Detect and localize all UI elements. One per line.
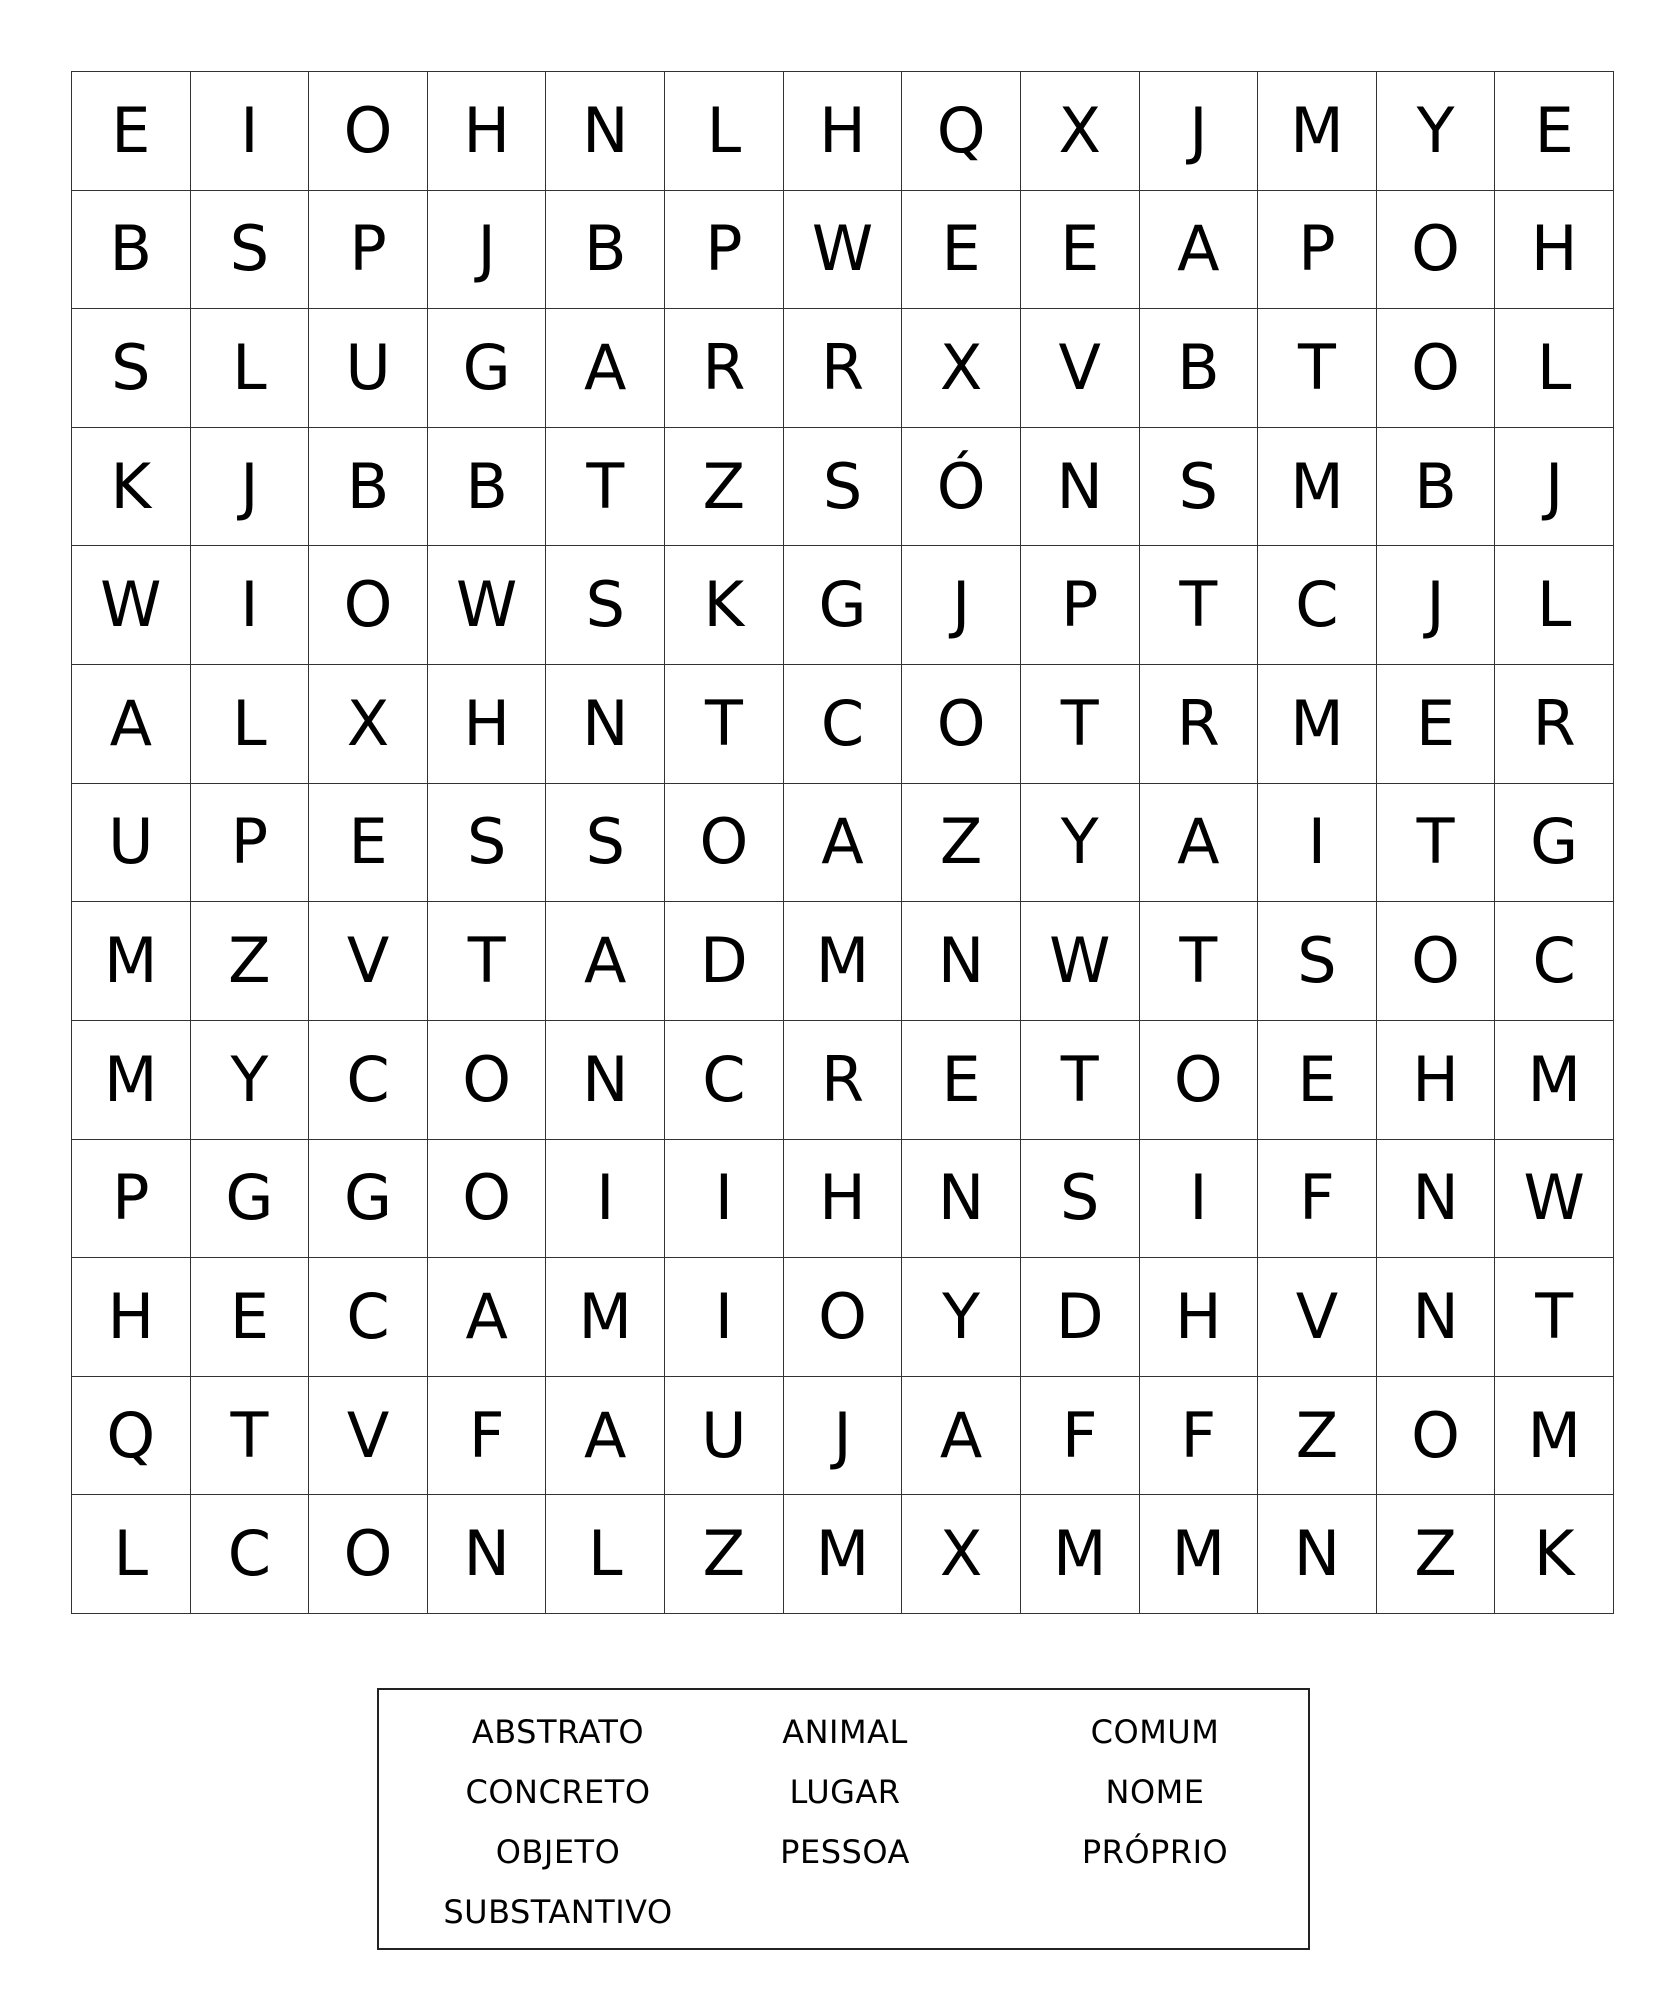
grid-cell: I [191,72,310,191]
grid-cell: P [665,191,784,310]
grid-cell: R [1140,665,1259,784]
grid-cell: W [72,546,191,665]
grid-cell: A [1140,784,1259,903]
grid-cell: X [1021,72,1140,191]
grid-cell: H [1140,1258,1259,1377]
grid-cell: O [309,1495,428,1614]
grid-cell: U [309,309,428,428]
grid-cell: K [1495,1495,1614,1614]
grid-cell: Y [1377,72,1496,191]
grid-cell: A [546,902,665,1021]
grid-cell: B [1140,309,1259,428]
grid-cell: X [309,665,428,784]
grid-cell: F [1021,1377,1140,1496]
grid-cell: W [1495,1140,1614,1259]
grid-cell: P [1021,546,1140,665]
grid-cell: T [1377,784,1496,903]
grid-cell: L [191,309,310,428]
grid-cell: R [784,309,903,428]
grid-cell: X [902,1495,1021,1614]
grid-cell: G [1495,784,1614,903]
grid-cell: B [428,428,547,547]
grid-cell: V [1258,1258,1377,1377]
grid-cell: T [1021,1021,1140,1140]
grid-cell: Y [191,1021,310,1140]
grid-cell: S [546,784,665,903]
word-bank-item: SUBSTANTIVO [443,1893,673,1931]
grid-cell: J [428,191,547,310]
grid-cell: S [784,428,903,547]
grid-cell: Z [1258,1377,1377,1496]
grid-cell: L [546,1495,665,1614]
word-bank [377,1688,1310,1950]
grid-cell: I [546,1140,665,1259]
word-bank-item: PRÓPRIO [1081,1833,1229,1871]
grid-cell: U [665,1377,784,1496]
grid-cell: Z [665,428,784,547]
grid-cell: M [72,1021,191,1140]
grid-cell: O [1377,191,1496,310]
grid-cell: Z [665,1495,784,1614]
grid-cell: I [665,1140,784,1259]
grid-cell: A [784,784,903,903]
grid-cell: W [428,546,547,665]
grid-cell: E [1258,1021,1377,1140]
grid-cell: N [546,665,665,784]
grid-cell: N [1377,1140,1496,1259]
grid-cell: G [428,309,547,428]
grid-cell: F [428,1377,547,1496]
grid-cell: P [72,1140,191,1259]
grid-cell: S [546,546,665,665]
grid-cell: N [428,1495,547,1614]
word-bank-item: PESSOA [780,1833,910,1871]
grid-cell: Ó [902,428,1021,547]
grid-cell: V [309,1377,428,1496]
grid-cell: H [1377,1021,1496,1140]
grid-cell: S [72,309,191,428]
grid-cell: H [428,665,547,784]
grid-cell: N [1258,1495,1377,1614]
grid-cell: T [1258,309,1377,428]
grid-cell: C [309,1258,428,1377]
grid-cell: Z [902,784,1021,903]
grid-cell: J [1377,546,1496,665]
grid-cell: Y [902,1258,1021,1377]
word-bank-item: CONCRETO [465,1773,651,1811]
word-bank-item: OBJETO [495,1833,621,1871]
grid-cell: M [1495,1377,1614,1496]
grid-cell: T [1495,1258,1614,1377]
grid-cell: T [428,902,547,1021]
grid-cell: L [1495,309,1614,428]
grid-cell: R [665,309,784,428]
grid-cell: H [784,72,903,191]
grid-cell: P [1258,191,1377,310]
grid-cell: Z [191,902,310,1021]
grid-cell: C [784,665,903,784]
grid-cell: C [191,1495,310,1614]
word-bank-item: NOME [1105,1773,1205,1811]
grid-cell: J [902,546,1021,665]
grid-cell: E [902,1021,1021,1140]
grid-cell: H [784,1140,903,1259]
grid-cell: E [902,191,1021,310]
grid-cell: O [428,1140,547,1259]
grid-cell: D [665,902,784,1021]
grid-cell: S [1021,1140,1140,1259]
grid-cell: M [784,902,903,1021]
grid-cell: V [1021,309,1140,428]
grid-cell: B [309,428,428,547]
grid-cell: L [191,665,310,784]
grid-cell: W [1021,902,1140,1021]
grid-cell: G [191,1140,310,1259]
grid-cell: W [784,191,903,310]
grid-cell: J [784,1377,903,1496]
grid-cell: A [428,1258,547,1377]
grid-cell: O [428,1021,547,1140]
grid-cell: L [72,1495,191,1614]
grid-cell: O [1140,1021,1259,1140]
word-bank-item: ANIMAL [782,1713,908,1751]
grid-cell: I [665,1258,784,1377]
grid-cell: A [1140,191,1259,310]
grid-cell: H [72,1258,191,1377]
grid-cell: B [1377,428,1496,547]
grid-cell: H [428,72,547,191]
grid-cell: E [309,784,428,903]
grid-cell: O [1377,309,1496,428]
grid-cell: H [1495,191,1614,310]
grid-cell: Z [1377,1495,1496,1614]
grid-cell: E [1021,191,1140,310]
grid-cell: C [665,1021,784,1140]
grid-cell: N [902,1140,1021,1259]
grid-cell: D [1021,1258,1140,1377]
grid-cell: N [902,902,1021,1021]
grid-cell: S [191,191,310,310]
grid-cell: M [1258,428,1377,547]
word-bank-item: COMUM [1090,1713,1220,1751]
grid-cell: A [546,309,665,428]
grid-cell: J [191,428,310,547]
grid-cell: C [309,1021,428,1140]
grid-cell: Y [1021,784,1140,903]
grid-cell: Q [72,1377,191,1496]
grid-cell: L [665,72,784,191]
grid-cell: R [784,1021,903,1140]
grid-cell: X [902,309,1021,428]
grid-cell: T [665,665,784,784]
grid-cell: S [1140,428,1259,547]
grid-cell: M [546,1258,665,1377]
grid-cell: E [191,1258,310,1377]
grid-cell: C [1258,546,1377,665]
grid-cell: K [665,546,784,665]
grid-cell: B [546,191,665,310]
grid-cell: R [1495,665,1614,784]
grid-cell: T [546,428,665,547]
grid-cell: N [546,1021,665,1140]
grid-cell: O [1377,1377,1496,1496]
grid-cell: B [72,191,191,310]
grid-cell: I [1258,784,1377,903]
grid-cell: F [1258,1140,1377,1259]
grid-cell: S [428,784,547,903]
grid-cell: G [309,1140,428,1259]
grid-cell: T [1140,546,1259,665]
letter-grid [71,71,1614,1614]
grid-cell: S [1258,902,1377,1021]
grid-cell: E [1377,665,1496,784]
grid-cell: I [1140,1140,1259,1259]
grid-cell: J [1140,72,1259,191]
grid-cell: P [309,191,428,310]
grid-cell: K [72,428,191,547]
grid-cell: M [1258,72,1377,191]
grid-cell: I [191,546,310,665]
grid-cell: M [72,902,191,1021]
grid-cell: O [902,665,1021,784]
word-bank-item: ABSTRATO [471,1713,645,1751]
grid-cell: A [902,1377,1021,1496]
grid-cell: E [72,72,191,191]
grid-cell: M [1495,1021,1614,1140]
grid-cell: C [1495,902,1614,1021]
grid-cell: O [1377,902,1496,1021]
grid-cell: N [1021,428,1140,547]
grid-cell: O [309,546,428,665]
grid-cell: M [784,1495,903,1614]
grid-cell: N [1377,1258,1496,1377]
grid-cell: T [1140,902,1259,1021]
grid-cell: M [1021,1495,1140,1614]
grid-cell: F [1140,1377,1259,1496]
grid-cell: T [191,1377,310,1496]
grid-cell: P [191,784,310,903]
grid-cell: A [72,665,191,784]
grid-cell: E [1495,72,1614,191]
grid-cell: U [72,784,191,903]
grid-cell: J [1495,428,1614,547]
grid-cell: Q [902,72,1021,191]
grid-cell: N [546,72,665,191]
grid-cell: V [309,902,428,1021]
grid-cell: O [784,1258,903,1377]
word-bank-item: LUGAR [789,1773,901,1811]
grid-cell: L [1495,546,1614,665]
grid-cell: O [309,72,428,191]
grid-cell: G [784,546,903,665]
grid-cell: A [546,1377,665,1496]
grid-cell: M [1140,1495,1259,1614]
grid-cell: O [665,784,784,903]
grid-cell: T [1021,665,1140,784]
grid-cell: M [1258,665,1377,784]
